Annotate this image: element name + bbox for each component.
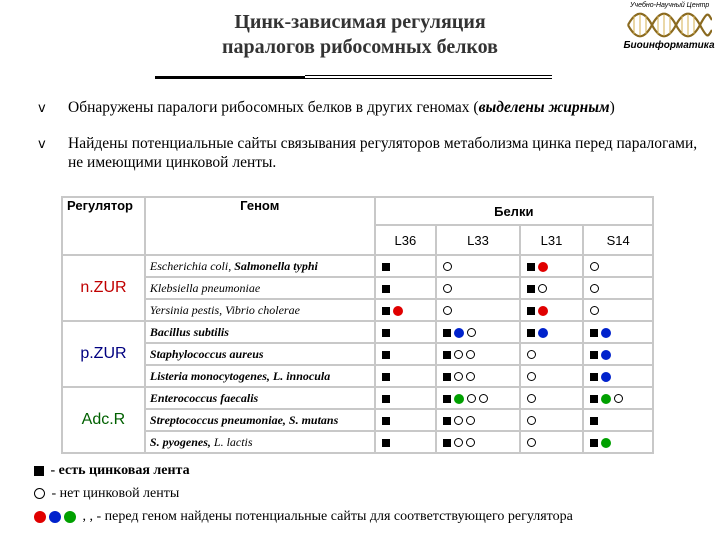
protein-cell (583, 277, 653, 299)
logo-top-text: Учебно-Научный Центр (630, 2, 710, 9)
protein-cell (520, 255, 584, 277)
protein-column-header: L31 (520, 225, 584, 255)
protein-cell (583, 387, 653, 409)
filled-square-icon (590, 417, 598, 425)
dna-helix-icon (626, 10, 712, 40)
table-row (62, 365, 653, 387)
protein-cell (375, 387, 437, 409)
table-row (62, 255, 653, 277)
bullet-marker: v (38, 101, 46, 116)
filled-square-icon (590, 329, 598, 337)
genome-cell (145, 255, 375, 277)
filled-square-icon (590, 351, 598, 359)
open-circle-icon (443, 284, 452, 293)
protein-cell (375, 321, 437, 343)
title-line-1: Цинк-зависимая регуляция (234, 11, 486, 33)
open-circle-icon (467, 394, 476, 403)
genome-name-bold: Bacillus subtilis (149, 324, 229, 339)
red-dot-icon (538, 306, 548, 316)
bullet-text-emphasis: выделены жирным (478, 99, 610, 116)
protein-cell (520, 365, 584, 387)
filled-square-icon (382, 351, 390, 359)
genome-cell (145, 431, 375, 453)
filled-square-icon (382, 417, 390, 425)
title-underline-thick (155, 76, 305, 79)
protein-cell (436, 255, 519, 277)
table-row (62, 431, 653, 453)
protein-cell (436, 299, 519, 321)
protein-cell (436, 343, 519, 365)
blue-dot-icon (49, 511, 61, 523)
filled-square-icon (590, 373, 598, 381)
protein-cell (436, 277, 519, 299)
open-circle-icon (454, 416, 463, 425)
protein-cell (520, 387, 584, 409)
open-circle-icon (527, 438, 536, 447)
paralog-table (61, 196, 654, 454)
filled-square-icon (443, 351, 451, 359)
header-proteins: Белки (375, 197, 653, 225)
filled-square-icon (382, 263, 390, 271)
protein-cell (520, 343, 584, 365)
open-circle-icon (590, 306, 599, 315)
protein-cell (375, 255, 437, 277)
protein-cell (583, 431, 653, 453)
protein-cell (436, 387, 519, 409)
title-line-2: паралогов рибосомных белков (222, 36, 498, 58)
open-circle-icon (454, 372, 463, 381)
legend-text: - есть цинковая лента (50, 463, 190, 478)
protein-cell (375, 409, 437, 431)
protein-column-header: L36 (375, 225, 437, 255)
bullet-text-end: ) (609, 99, 615, 116)
filled-square-icon (443, 395, 451, 403)
genome-cell (145, 277, 375, 299)
table-row (62, 321, 653, 343)
green-dot-icon (601, 438, 611, 448)
genome-cell (145, 299, 375, 321)
open-circle-icon (538, 284, 547, 293)
open-circle-icon (454, 438, 463, 447)
open-circle-icon (527, 394, 536, 403)
bullet-text-plain: Обнаружены паралоги рибосомных белков в других геномах ( (68, 99, 479, 116)
legend-no-zinc-ribbon (34, 485, 179, 502)
filled-square-icon (527, 307, 535, 315)
open-circle-icon (454, 350, 463, 359)
protein-cell (520, 299, 584, 321)
table-row (62, 409, 653, 431)
green-dot-icon (601, 394, 611, 404)
open-circle-icon (614, 394, 623, 403)
blue-dot-icon (601, 328, 611, 338)
header-regulator: Регулятор (62, 197, 145, 255)
protein-cell (375, 365, 437, 387)
protein-cell (583, 299, 653, 321)
legend-zinc-ribbon (34, 462, 190, 479)
blue-dot-icon (538, 328, 548, 338)
genome-name: L. lactis (213, 434, 253, 449)
blue-dot-icon (601, 350, 611, 360)
filled-square-icon (382, 373, 390, 381)
protein-cell (520, 431, 584, 453)
table-row (62, 343, 653, 365)
filled-square-icon (382, 439, 390, 447)
logo (622, 2, 716, 54)
filled-square-icon (590, 439, 598, 447)
logo-bottom-text: Биоинформатика (623, 40, 715, 51)
protein-cell (375, 431, 437, 453)
genome-name-bold: Streptococcus pneumoniae, S. mutans (149, 412, 339, 427)
protein-cell (583, 365, 653, 387)
open-circle-icon (443, 306, 452, 315)
protein-cell (375, 343, 437, 365)
blue-dot-icon (601, 372, 611, 382)
legend-text: , , - перед геном найдены потенциальные сайты для соответствующего регулятора (82, 509, 573, 524)
title-underline-double (305, 75, 552, 79)
protein-cell (436, 431, 519, 453)
filled-square-icon (382, 395, 390, 403)
open-circle-icon (466, 350, 475, 359)
legend-binding-sites (34, 508, 573, 525)
genome-cell (145, 321, 375, 343)
open-circle-icon (590, 262, 599, 271)
open-circle-icon (527, 416, 536, 425)
genome-name: Escherichia coli, (149, 258, 235, 273)
filled-square-icon (443, 417, 451, 425)
table-row (62, 387, 653, 409)
open-circle-icon (467, 328, 476, 337)
header-genome: Геном (145, 197, 375, 255)
protein-cell (583, 321, 653, 343)
filled-square-icon (34, 466, 44, 476)
filled-square-icon (590, 395, 598, 403)
bullet-marker: v (38, 137, 46, 152)
filled-square-icon (527, 285, 535, 293)
protein-cell (520, 409, 584, 431)
regulator-cell: Adc.R (62, 387, 145, 453)
red-dot-icon (34, 511, 46, 523)
genome-name-bold: Salmonella typhi (234, 258, 318, 273)
open-circle-icon (443, 262, 452, 271)
genome-cell (145, 343, 375, 365)
genome-cell (145, 409, 375, 431)
protein-cell (436, 321, 519, 343)
open-circle-icon (34, 488, 45, 499)
protein-cell (520, 277, 584, 299)
filled-square-icon (443, 373, 451, 381)
open-circle-icon (466, 438, 475, 447)
filled-square-icon (443, 329, 451, 337)
regulator-cell: n.ZUR (62, 255, 145, 321)
open-circle-icon (466, 372, 475, 381)
filled-square-icon (527, 329, 535, 337)
genome-name-bold: Staphylococcus aureus (149, 346, 264, 361)
protein-column-header: S14 (583, 225, 653, 255)
protein-cell (436, 365, 519, 387)
open-circle-icon (479, 394, 488, 403)
genome-name: Klebsiella pneumoniae (149, 280, 261, 295)
slide-title (150, 10, 570, 60)
open-circle-icon (527, 350, 536, 359)
green-dot-icon (64, 511, 76, 523)
open-circle-icon (527, 372, 536, 381)
protein-column-header: L33 (436, 225, 519, 255)
table-row (62, 299, 653, 321)
genome-name-bold: Enterococcus faecalis (149, 390, 259, 405)
blue-dot-icon (454, 328, 464, 338)
green-dot-icon (454, 394, 464, 404)
genome-cell (145, 387, 375, 409)
protein-cell (520, 321, 584, 343)
protein-cell (583, 409, 653, 431)
filled-square-icon (382, 307, 390, 315)
regulator-cell: p.ZUR (62, 321, 145, 387)
filled-square-icon (443, 439, 451, 447)
filled-square-icon (527, 263, 535, 271)
genome-cell (145, 365, 375, 387)
bullet-text (68, 98, 708, 117)
protein-cell (436, 409, 519, 431)
filled-square-icon (382, 285, 390, 293)
genome-name-bold: S. pyogenes, (149, 434, 214, 449)
protein-cell (375, 277, 437, 299)
legend-text: - нет цинковой ленты (51, 486, 180, 501)
red-dot-icon (538, 262, 548, 272)
open-circle-icon (590, 284, 599, 293)
table-row (62, 277, 653, 299)
bullet-text: Найдены потенциальные сайты связывания регуляторов метаболизма цинка перед паралогами, не имеющими цинковой ленты. (68, 135, 698, 171)
protein-cell (583, 255, 653, 277)
genome-name: Yersinia pestis, Vibrio cholerae (149, 302, 300, 317)
protein-cell (375, 299, 437, 321)
red-dot-icon (393, 306, 403, 316)
open-circle-icon (466, 416, 475, 425)
filled-square-icon (382, 329, 390, 337)
genome-name-bold: Listeria monocytogenes, L. innocula (149, 368, 331, 383)
protein-cell (583, 343, 653, 365)
